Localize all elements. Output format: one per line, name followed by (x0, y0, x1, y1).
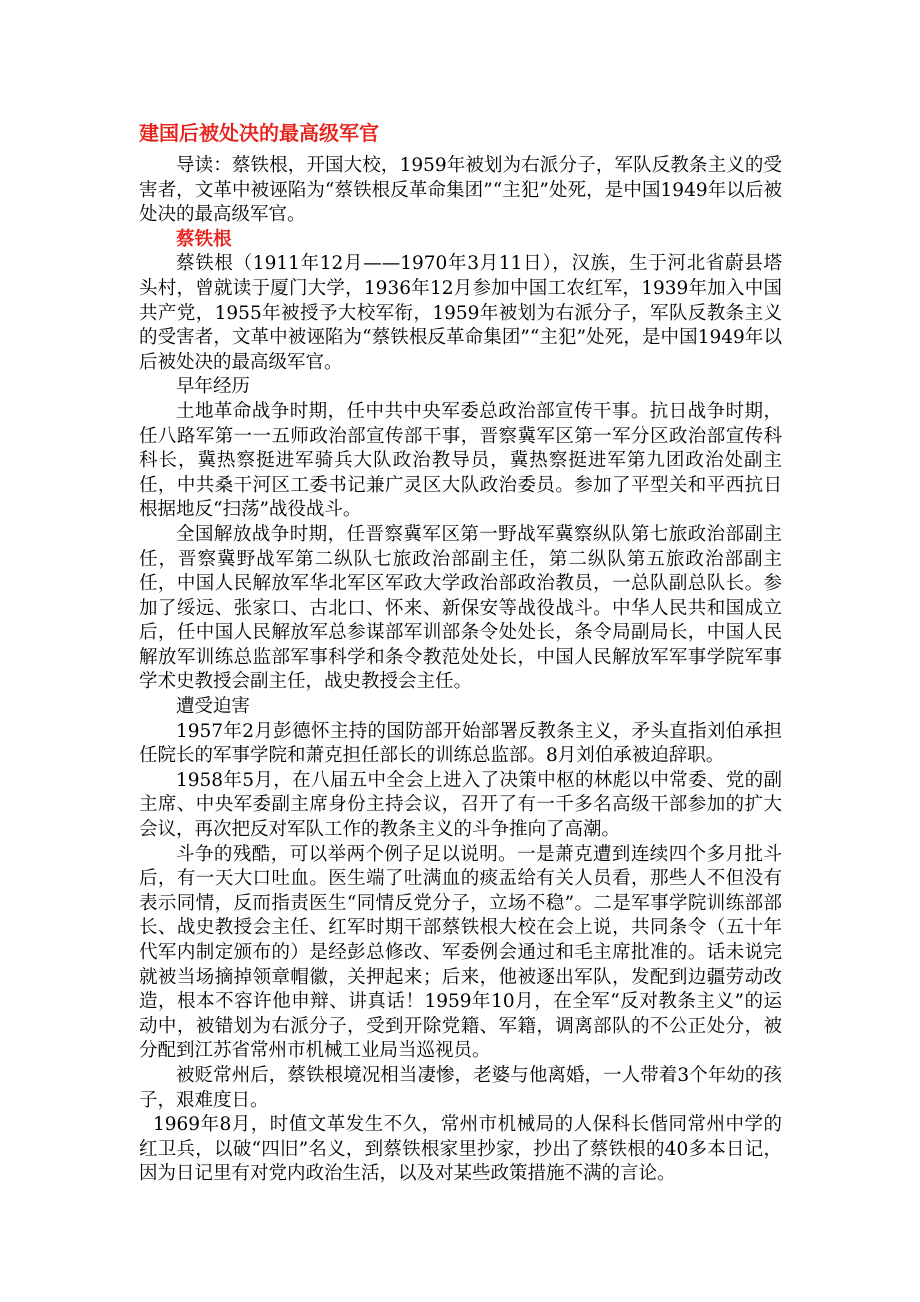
intro-paragraph: 导读：蔡铁根，开国大校，1959年被划为右派分子，军队反教条主义的受害者，文革中被诬陷为“蔡铁根反革命集团”“主犯”处死，是中国1949年以后被处决的最高级军官。 (139, 155, 782, 226)
bio-paragraph: 蔡铁根（1911年12月——1970年3月11日），汉族，生于河北省蔚县塔头村，曾就读于厦门大学，1936年12月参加中国工农红军，1939年加入中国共产党，1955年被授予大校军衔，1959年被划为右派分子，军队反教条主义的受害者，文革中被诬陷为“蔡铁根反革命集团”“主犯”处死，是中国1949年以后被处决的最高级军官。 (139, 253, 782, 373)
early-paragraph-2: 全国解放战争时期，任晋察冀军区第一野战军冀察纵队第七旅政治部副主任，晋察冀野战军第二纵队七旅政治部副主任，第二纵队第五旅政治部副主任，中国人民解放军华北军区军政大学政治部政治教员，一总队副总队长。参加了绥远、张家口、古北口、怀来、新保安等战役战斗。中华人民共和国成立后，任中国人民解放军总参谋部军训部条令处处长，条令局副局长，中国人民解放军训练总监部军事科学和条令教范处处长，中国人民解放军军事学院军事学术史教授会副主任，战史教授会主任。 (139, 523, 782, 693)
paragraph-changzhou: 被贬常州后，蔡铁根境况相当凄惨，老婆与他离婚，一人带着3个年幼的孩子，艰难度日。 (139, 1064, 782, 1111)
paragraph-1969: 1969年8月，时值文革发生不久，常州市机械局的人保科长偕同常州中学的红卫兵，以破“四旧”名义，到蔡铁根家里抄家，抄出了蔡铁根的40多本日记，因为日记里有对党内政治生活，以及对某些政策措施不满的言论。 (139, 1114, 782, 1185)
document-page (139, 118, 782, 1187)
subject-heading: 蔡铁根 (176, 228, 232, 250)
paragraph-struggle: 斗争的残酷，可以举两个例子足以说明。一是萧克遭到连续四个多月批斗后，有一天大口吐血。医生端了吐满血的痰盂给有关人员看，那些人不但没有表示同情，反而指责医生“同情反党分子，立场不稳”。二是军事学院训练部部长、战史教授会主任、红军时期干部蔡铁根大校在会上说，共同条令（五十年代军内制定颁布的）是经彭总修改、军委例会通过和毛主席批准的。话未说完就被当场摘掉领章帽徽，关押起来；后来，他被逐出军队，发配到边疆劳动改造，根本不容许他申辩、讲真话！1959年10月，在全军“反对教条主义”的运动中，被错划为右派分子，受到开除党籍、军籍，调离部队的不公正处分，被分配到江苏省常州市机械工业局当巡视员。 (139, 843, 782, 1062)
section-heading-persecution: 遭受迫害 (176, 696, 251, 718)
early-paragraph-1: 土地革命战争时期，任中共中央军委总政治部宣传干事。抗日战争时期，任八路军第一一五师政治部宣传部干事，晋察冀军区第一军分区政治部宣传科科长，冀热察挺进军骑兵大队政治教导员，冀热察挺进军第九团政治处副主任，中共桑干河区工委书记兼广灵区大队政治委员。参加了平型关和平西抗日根据地反“扫荡”战役战斗。 (139, 400, 782, 521)
document-title: 建国后被处决的最高级军官 (139, 121, 379, 145)
paragraph-1957: 1957年2月彭德怀主持的国防部开始部署反教条主义，矛头直指刘伯承担任院长的军事学院和萧克担任部长的训练总监部。8月刘伯承被迫辞职。 (139, 720, 782, 767)
section-heading-early: 早年经历 (176, 376, 251, 398)
paragraph-1958: 1958年5月，在八届五中全会上进入了决策中枢的林彪以中常委、党的副主席、中央军委副主席身份主持会议，召开了有一千多名高级干部参加的扩大会议，再次把反对军队工作的教条主义的斗争推向了高潮。 (139, 769, 782, 841)
